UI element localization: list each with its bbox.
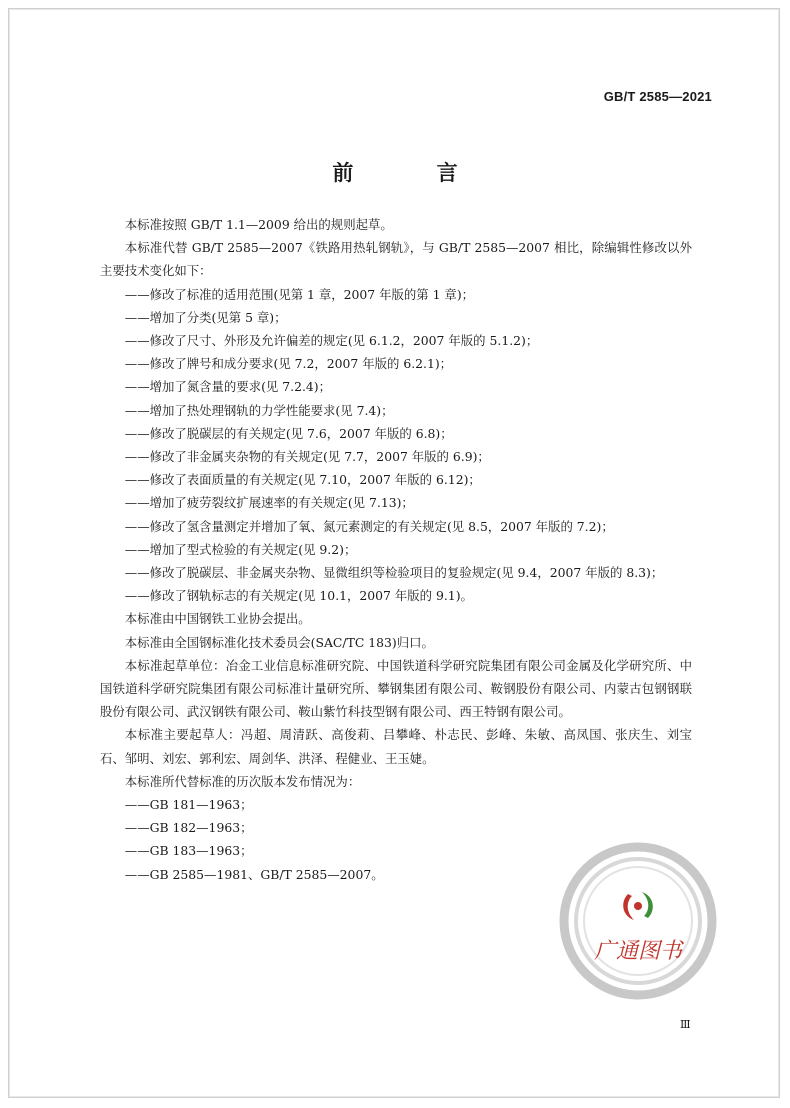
paragraph-committee: 本标准由全国钢标准化技术委员会(SAC/TC 183)归口。	[124, 634, 434, 650]
list-item: ——修改了牌号和成分要求(见 7.2，2007 年版的 6.2.1)；	[124, 356, 453, 372]
standard-number: GB/T 2585—2021	[603, 89, 712, 104]
paragraph-edition-history: 本标准所代替标准的历次版本发布情况为：	[124, 773, 361, 789]
list-item: ——增加了分类(见第 5 章)；	[124, 309, 287, 325]
list-item: ——修改了标准的适用范围(见第 1 章，2007 年版的第 1 章)；	[124, 286, 475, 302]
paragraph-drafting-rules: 本标准按照 GB/T 1.1—2009 给出的规则起草。	[124, 217, 393, 232]
seal-outer-ring	[564, 847, 712, 995]
list-item: ——修改了脱碳层、非金属夹杂物、显微组织等检验项目的复验规定(见 9.4，2007 年版的 8.3)；	[124, 565, 664, 581]
page-number: Ⅲ	[680, 1018, 691, 1031]
list-item: ——修改了脱碳层的有关规定(见 7.6，2007 年版的 6.8)；	[124, 425, 453, 441]
list-item: ——修改了氢含量测定并增加了氧、氮元素测定的有关规定(见 8.5，2007 年版的 7.2)；	[124, 518, 614, 534]
publisher-seal	[553, 836, 723, 1006]
paragraph-drafters: 本标准主要起草人：冯超、周清跃、高俊莉、吕攀峰、朴志民、彭峰、朱敏、高凤国、张庆生、刘宝石、邹明、刘宏、郭利宏、周剑华、洪泽、程健业、王玉婕。	[100, 727, 692, 766]
seal-middle-ring	[576, 859, 700, 983]
paragraph-proposer: 本标准由中国钢铁工业协会提出。	[124, 611, 311, 627]
seal-logo	[623, 892, 653, 920]
page-title: 前 言	[332, 161, 496, 185]
paragraph-drafting-units: 本标准起草单位：冶金工业信息标准研究院、中国铁道科学研究院集团有限公司金属及化学研究所、中国铁道科学研究院集团有限公司标准计量研究所、攀钢集团有限公司、鞍钢股份有限公司、内蒙古包钢钢联股份有限公司、武汉钢铁有限公司、鞍山紫竹科技型钢有限公司、西王特钢有限公司。	[100, 657, 692, 720]
list-item: ——增加了疲劳裂纹扩展速率的有关规定(见 7.13)；	[124, 495, 414, 511]
list-item: ——GB 183—1963；	[124, 843, 253, 859]
foreword-body	[100, 213, 692, 886]
seal-text: 广通图书	[593, 939, 683, 964]
list-item: ——修改了非金属夹杂物的有关规定(见 7.7，2007 年版的 6.9)；	[124, 449, 490, 465]
list-item: ——GB 181—1963；	[124, 797, 253, 813]
list-item: ——GB 182—1963；	[124, 820, 253, 836]
list-item: ——修改了表面质量的有关规定(见 7.10，2007 年版的 6.12)；	[124, 472, 481, 488]
list-item: ——修改了尺寸、外形及允许偏差的规定(见 6.1.2，2007 年版的 5.1.2)；	[124, 333, 539, 349]
list-item: ——增加了氮含量的要求(见 7.2.4)；	[124, 379, 332, 395]
list-item: ——修改了钢轨标志的有关规定(见 10.1，2007 年版的 9.1)。	[124, 588, 473, 604]
changes-list	[100, 283, 692, 608]
paragraph-replacement: 本标准代替 GB/T 2585—2007《铁路用热轧钢轨》，与 GB/T 2585—2007 相比，除编辑性修改以外主要技术变化如下：	[100, 240, 692, 279]
list-item: ——增加了热处理钢轨的力学性能要求(见 7.4)；	[124, 402, 394, 418]
list-item: ——GB 2585—1981、GB/T 2585—2007。	[124, 866, 384, 882]
list-item: ——增加了型式检验的有关规定(见 9.2)；	[124, 541, 357, 557]
